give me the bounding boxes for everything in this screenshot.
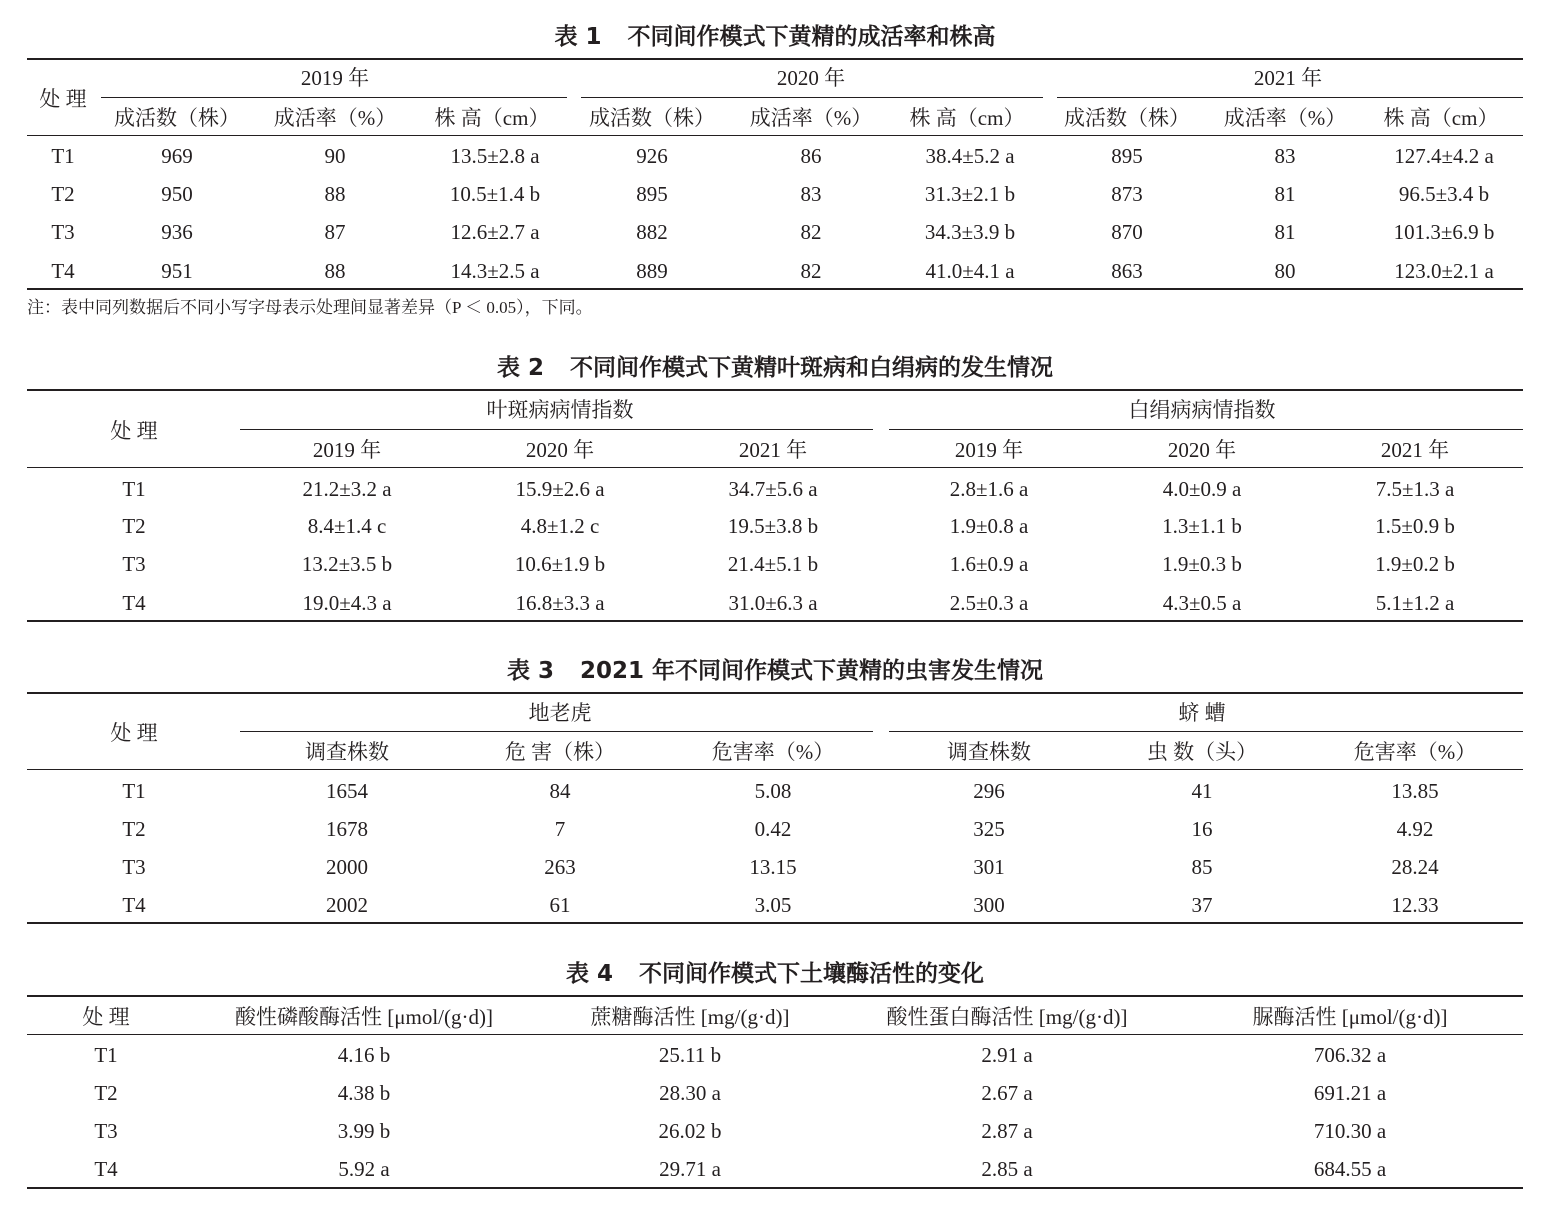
table-cell: 263 <box>544 855 576 879</box>
table-note: 注：表中同列数据后不同小写字母表示处理间显著差异（P ＜ 0.05），下同。 <box>27 298 593 317</box>
table-cell: 10.6±1.9 b <box>514 552 606 576</box>
column-header: 2020 年 <box>1167 438 1237 462</box>
table-cell: 0.42 <box>754 817 792 841</box>
table-cell: 5.92 a <box>338 1157 390 1181</box>
table-number: 表 3 <box>506 658 554 684</box>
table-caption <box>27 354 1523 382</box>
table-cell: 2002 <box>326 893 368 917</box>
group-header: 地老虎 <box>528 701 592 725</box>
table-cell: 889 <box>636 259 668 283</box>
column-header: 2020 年 <box>525 438 595 462</box>
table-cell: 31.3±2.1 b <box>924 182 1016 206</box>
table-cell: 85 <box>1191 855 1213 879</box>
table-cell: 882 <box>636 220 668 244</box>
table-cell: 1.6±0.9 a <box>949 552 1029 576</box>
table-cell: 936 <box>161 220 193 244</box>
table-cell: 12.33 <box>1391 893 1439 917</box>
table-cell: 2.91 a <box>981 1043 1033 1067</box>
table-cell: 21.2±3.2 a <box>302 477 392 501</box>
table-title: 不同间作模式下土壤酶活性的变化 <box>639 961 984 987</box>
group-rule <box>101 97 567 98</box>
column-header: 危 害（株） <box>504 740 616 764</box>
table-cell: 5.08 <box>754 779 792 803</box>
table-cell: 101.3±6.9 b <box>1393 220 1495 244</box>
table-3 <box>27 655 1523 927</box>
row-label: T2 <box>94 1081 118 1105</box>
table-cell: 25.11 b <box>658 1043 722 1067</box>
row-label: T3 <box>122 552 146 576</box>
row-header: 处 理 <box>110 419 158 443</box>
table-cell: 895 <box>1111 144 1143 168</box>
table-cell: 13.15 <box>749 855 797 879</box>
table-cell: 19.0±4.3 a <box>302 591 392 615</box>
group-rule <box>240 731 873 732</box>
table-cell: 895 <box>636 182 668 206</box>
table-cell: 88 <box>324 182 346 206</box>
column-header: 酸性蛋白酶活性 [mg/(g·d)] <box>886 1005 1128 1029</box>
table-cell: 1678 <box>326 817 368 841</box>
table-cell: 7 <box>554 817 566 841</box>
column-header: 调查株数 <box>305 740 389 764</box>
table-cell: 83 <box>800 182 822 206</box>
table-cell: 29.71 a <box>659 1157 721 1181</box>
row-header: 处 理 <box>110 721 158 745</box>
column-header: 成活数（株） <box>589 106 715 130</box>
table-cell: 88 <box>324 259 346 283</box>
table-cell: 31.0±6.3 a <box>728 591 818 615</box>
table-cell: 2.85 a <box>981 1157 1033 1181</box>
table-cell: 13.2±3.5 b <box>301 552 393 576</box>
table-title: 2021 年不同间作模式下黄精的虫害发生情况 <box>579 658 1044 684</box>
column-header: 株 高（cm） <box>1383 106 1499 130</box>
table-cell: 84 <box>549 779 571 803</box>
table-cell: 37 <box>1191 893 1213 917</box>
row-label: T1 <box>122 779 146 803</box>
column-header: 成活数（株） <box>114 106 240 130</box>
table-cell: 14.3±2.5 a <box>450 259 540 283</box>
column-header: 株 高（cm） <box>434 106 550 130</box>
table-cell: 2.8±1.6 a <box>949 477 1029 501</box>
column-header: 危害率（%） <box>711 740 835 764</box>
table-cell: 4.16 b <box>337 1043 391 1067</box>
table-cell: 296 <box>973 779 1005 803</box>
group-header: 叶斑病病情指数 <box>486 398 634 422</box>
table-cell: 28.24 <box>1391 855 1439 879</box>
row-label: T4 <box>122 893 146 917</box>
table-cell: 83 <box>1274 144 1296 168</box>
table-number: 表 4 <box>565 961 613 987</box>
table-cell: 325 <box>973 817 1005 841</box>
table-2 <box>27 352 1523 624</box>
row-label: T4 <box>122 591 146 615</box>
table-cell: 2.87 a <box>981 1119 1033 1143</box>
group-rule <box>889 731 1523 732</box>
table-cell: 969 <box>161 144 193 168</box>
table-cell: 38.4±5.2 a <box>925 144 1015 168</box>
table-cell: 13.85 <box>1391 779 1439 803</box>
column-header: 成活率（%） <box>1223 106 1347 130</box>
table-caption <box>27 23 1523 51</box>
table-cell: 127.4±4.2 a <box>1394 144 1494 168</box>
table-cell: 2.5±0.3 a <box>949 591 1029 615</box>
table-cell: 16.8±3.3 a <box>515 591 605 615</box>
table-cell: 21.4±5.1 b <box>727 552 819 576</box>
table-cell: 16 <box>1191 817 1213 841</box>
column-header: 成活率（%） <box>749 106 873 130</box>
column-header: 2021 年 <box>1380 438 1450 462</box>
column-header: 蔗糖酶活性 [mg/(g·d)] <box>590 1005 790 1029</box>
bottom-rule <box>27 1187 1523 1189</box>
row-label: T1 <box>122 477 146 501</box>
table-cell: 926 <box>636 144 668 168</box>
table-number: 表 2 <box>496 355 544 381</box>
table-cell: 873 <box>1111 182 1143 206</box>
table-cell: 86 <box>800 144 822 168</box>
column-header: 株 高（cm） <box>909 106 1025 130</box>
table-title: 不同间作模式下黄精叶斑病和白绢病的发生情况 <box>570 355 1053 381</box>
table-cell: 2.67 a <box>981 1081 1033 1105</box>
group-rule <box>1057 97 1523 98</box>
table-cell: 684.55 a <box>1313 1157 1387 1181</box>
table-number: 表 1 <box>554 24 602 50</box>
table-cell: 1.9±0.2 b <box>1375 552 1455 576</box>
row-header: 处 理 <box>39 87 87 111</box>
header-rule <box>27 135 1523 136</box>
table-cell: 5.1±1.2 a <box>1375 591 1455 615</box>
table-cell: 80 <box>1274 259 1296 283</box>
table-cell: 13.5±2.8 a <box>450 144 540 168</box>
table-cell: 3.05 <box>754 893 792 917</box>
column-header: 脲酶活性 [μmol/(g·d)] <box>1252 1005 1448 1029</box>
row-label: T4 <box>94 1157 118 1181</box>
row-label: T3 <box>94 1119 118 1143</box>
top-rule <box>27 389 1523 391</box>
table-4 <box>27 957 1523 1192</box>
table-title: 不同间作模式下黄精的成活率和株高 <box>627 24 996 50</box>
table-cell: 706.32 a <box>1313 1043 1387 1067</box>
table-cell: 15.9±2.6 a <box>515 477 605 501</box>
column-header: 成活数（株） <box>1064 106 1190 130</box>
table-cell: 12.6±2.7 a <box>450 220 540 244</box>
table-cell: 2000 <box>326 855 368 879</box>
column-header: 2019 年 <box>954 438 1024 462</box>
header-rule <box>27 467 1523 468</box>
top-rule <box>27 58 1523 60</box>
table-cell: 950 <box>161 182 193 206</box>
column-header: 酸性磷酸酶活性 [μmol/(g·d)] <box>235 1005 493 1029</box>
table-cell: 41.0±4.1 a <box>925 259 1015 283</box>
row-label: T3 <box>51 220 75 244</box>
table-cell: 1.9±0.8 a <box>949 514 1029 538</box>
table-cell: 87 <box>324 220 346 244</box>
bottom-rule <box>27 922 1523 924</box>
table-cell: 96.5±3.4 b <box>1398 182 1490 206</box>
table-cell: 4.0±0.9 a <box>1162 477 1242 501</box>
group-rule <box>240 429 873 430</box>
column-header: 调查株数 <box>947 740 1031 764</box>
row-label: T2 <box>122 817 146 841</box>
column-header: 2021 年 <box>738 438 808 462</box>
table-cell: 10.5±1.4 b <box>449 182 541 206</box>
table-cell: 4.38 b <box>337 1081 391 1105</box>
table-cell: 26.02 b <box>658 1119 722 1143</box>
table-cell: 691.21 a <box>1313 1081 1387 1105</box>
table-cell: 19.5±3.8 b <box>727 514 819 538</box>
group-header: 2020 年 <box>776 66 846 90</box>
column-header: 成活率（%） <box>273 106 397 130</box>
table-cell: 34.7±5.6 a <box>728 477 818 501</box>
table-caption <box>27 657 1523 685</box>
table-cell: 4.3±0.5 a <box>1162 591 1242 615</box>
table-cell: 41 <box>1191 779 1213 803</box>
table-1 <box>27 20 1523 292</box>
column-header: 虫 数（头） <box>1146 740 1258 764</box>
table-cell: 28.30 a <box>659 1081 721 1105</box>
table-cell: 1654 <box>326 779 368 803</box>
bottom-rule <box>27 620 1523 622</box>
header-rule <box>27 1034 1523 1035</box>
table-cell: 1.9±0.3 b <box>1162 552 1242 576</box>
table-cell: 7.5±1.3 a <box>1375 477 1455 501</box>
row-label: T2 <box>51 182 75 206</box>
bottom-rule <box>27 288 1523 290</box>
top-rule <box>27 995 1523 997</box>
table-cell: 61 <box>549 893 571 917</box>
table-cell: 81 <box>1274 220 1296 244</box>
table-cell: 863 <box>1111 259 1143 283</box>
table-cell: 951 <box>161 259 193 283</box>
table-cell: 1.5±0.9 b <box>1375 514 1455 538</box>
table-cell: 81 <box>1274 182 1296 206</box>
group-header: 白绢病病情指数 <box>1128 398 1276 422</box>
row-label: T1 <box>51 144 75 168</box>
row-label: T2 <box>122 514 146 538</box>
group-rule <box>581 97 1043 98</box>
table-cell: 8.4±1.4 c <box>307 514 387 538</box>
table-cell: 1.3±1.1 b <box>1162 514 1242 538</box>
group-header: 蛴 螬 <box>1178 701 1226 725</box>
table-cell: 710.30 a <box>1313 1119 1387 1143</box>
row-label: T3 <box>122 855 146 879</box>
row-header: 处 理 <box>82 1005 130 1029</box>
group-header: 2021 年 <box>1253 66 1323 90</box>
table-cell: 123.0±2.1 a <box>1394 259 1494 283</box>
table-cell: 301 <box>973 855 1005 879</box>
table-caption <box>27 960 1523 988</box>
column-header: 危害率（%） <box>1353 740 1477 764</box>
table-cell: 82 <box>800 220 822 244</box>
table-cell: 90 <box>324 144 346 168</box>
group-header: 2019 年 <box>300 66 370 90</box>
header-rule <box>27 769 1523 770</box>
column-header: 2019 年 <box>312 438 382 462</box>
row-label: T1 <box>94 1043 118 1067</box>
table-cell: 34.3±3.9 b <box>924 220 1016 244</box>
table-cell: 4.92 <box>1396 817 1434 841</box>
table-cell: 300 <box>973 893 1005 917</box>
table-cell: 870 <box>1111 220 1143 244</box>
top-rule <box>27 692 1523 694</box>
table-cell: 3.99 b <box>337 1119 391 1143</box>
row-label: T4 <box>51 259 75 283</box>
table-cell: 82 <box>800 259 822 283</box>
group-rule <box>889 429 1523 430</box>
table-cell: 4.8±1.2 c <box>520 514 600 538</box>
